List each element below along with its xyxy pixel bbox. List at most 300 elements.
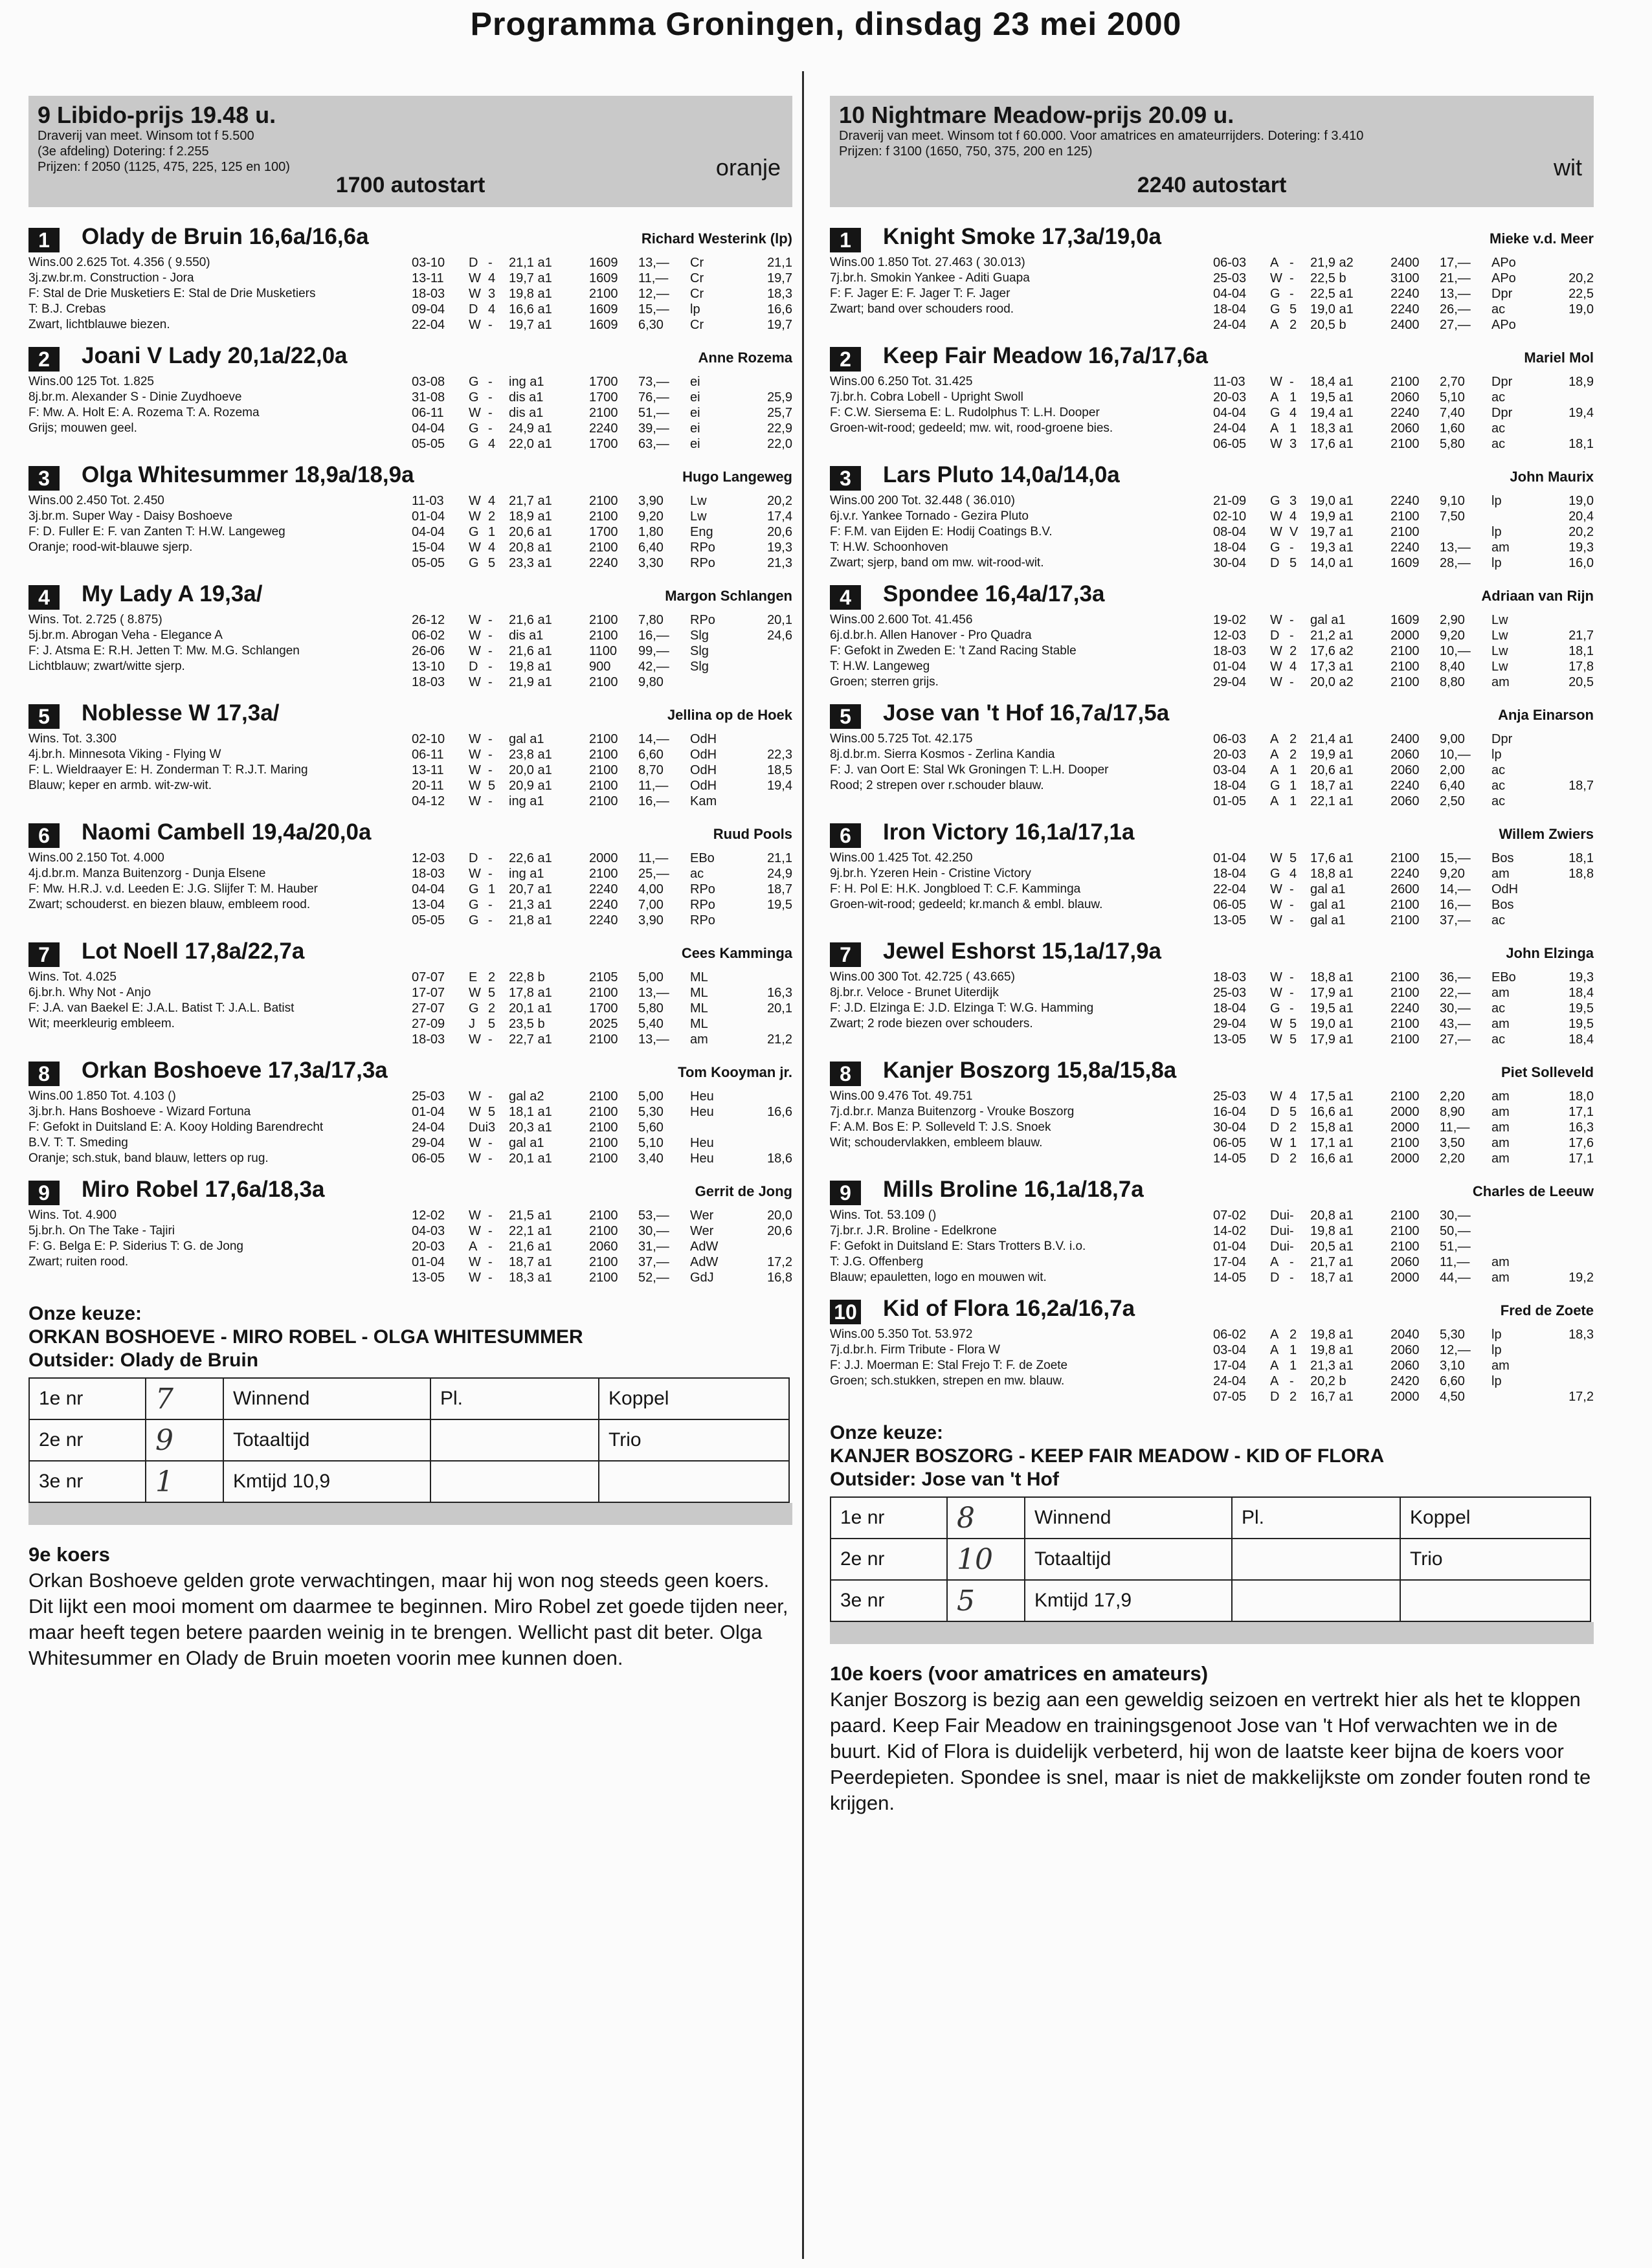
run-driver: am (1491, 1089, 1510, 1104)
driver-name: John Maurix (1510, 469, 1594, 485)
run-distance: 1609 (589, 271, 618, 285)
run-driver: am (690, 1032, 708, 1047)
horse-info-line: F: F. Jager E: F. Jager T: F. Jager (830, 287, 1010, 300)
run-time: 16,7 a1 (1310, 1390, 1354, 1404)
horse-info-line: Oranje; rood-wit-blauwe sjerp. (28, 540, 193, 554)
run-row (412, 1270, 792, 1285)
run-odds: 8,80 (1440, 675, 1465, 689)
bet-type: Kmtijd 17,9 (1025, 1580, 1232, 1621)
horse-info-line: Wins.00 1.850 Tot. 27.463 ( 30.013) (830, 256, 1025, 269)
run-row (412, 555, 792, 571)
run-track: W (469, 732, 481, 746)
horse-entry (830, 1296, 1594, 1415)
our-choice-picks: KANJER BOSZORG - KEEP FAIR MEADOW - KID OF FLORA (830, 1445, 1385, 1467)
run-distance: 2100 (589, 1255, 618, 1269)
horse-list (830, 224, 1594, 1415)
run-distance: 2100 (1390, 986, 1420, 1000)
run-place: - (488, 1089, 493, 1104)
run-date: 18-03 (412, 1032, 445, 1047)
grey-bar (830, 1622, 1594, 1644)
run-odds: 3,10 (1440, 1359, 1465, 1373)
run-row (412, 970, 792, 985)
run-time: 19,7 a1 (509, 318, 552, 332)
run-date: 06-03 (1213, 256, 1247, 270)
run-row (1213, 1223, 1594, 1239)
run-date: 01-04 (1213, 660, 1247, 674)
horse-title (830, 700, 1594, 731)
run-place: - (488, 1151, 493, 1166)
bet-position: 1e nr (29, 1378, 146, 1419)
bet-row (831, 1497, 1591, 1539)
recent-runs (412, 1089, 792, 1166)
run-track: W (469, 867, 481, 881)
run-time: 19,3 a1 (1310, 540, 1354, 555)
run-odds: 11,— (638, 271, 669, 285)
run-track: Dui (469, 1120, 489, 1135)
horse-info-line: T: B.J. Crebas (28, 302, 106, 316)
run-time: gal a1 (1310, 882, 1346, 896)
run-time: 16,6 a1 (509, 302, 552, 317)
run-row (1213, 1373, 1594, 1389)
bet-place (1232, 1539, 1400, 1580)
run-kmtime: 18,1 (1568, 851, 1594, 865)
run-odds: 30,— (638, 1224, 669, 1238)
run-place: - (1289, 1255, 1294, 1269)
horse-name: Mills Broline 16,1a/18,7a (883, 1177, 1144, 1202)
run-date: 06-05 (1213, 1136, 1247, 1150)
horse-number: 8 (28, 1062, 60, 1086)
run-track: A (1270, 763, 1279, 777)
run-date: 07-07 (412, 970, 445, 984)
run-place: 5 (488, 986, 496, 1000)
run-place: - (1289, 986, 1294, 1000)
run-place: 1 (1289, 1136, 1297, 1150)
run-distance: 2400 (1390, 256, 1420, 270)
run-kmtime: 20,2 (1568, 525, 1594, 539)
run-date: 01-04 (412, 1255, 445, 1269)
bet-position: 2e nr (29, 1419, 146, 1461)
run-driver: am (1491, 1120, 1510, 1135)
horse-entry (830, 1177, 1594, 1296)
run-date: 11-03 (412, 494, 444, 508)
run-distance: 2100 (589, 540, 618, 555)
run-date: 13-05 (1213, 913, 1247, 928)
horse-info (830, 255, 1218, 317)
run-date: 07-02 (1213, 1208, 1247, 1223)
run-place: - (1289, 970, 1294, 984)
run-place: 5 (1289, 851, 1297, 865)
run-track: D (469, 660, 478, 674)
run-kmtime: 22,0 (767, 437, 792, 451)
run-track: G (1270, 287, 1280, 301)
run-row (1213, 1120, 1594, 1135)
run-place: 1 (1289, 779, 1297, 793)
run-driver: Dpr (1491, 732, 1513, 746)
horse-info (28, 731, 417, 794)
horse-title (830, 819, 1594, 850)
driver-name: Charles de Leeuw (1472, 1183, 1594, 1199)
horse-info-line: 7j.br.h. Smokin Yankee - Aditi Guapa (830, 271, 1030, 285)
horse-number: 5 (28, 704, 60, 729)
run-time: 22,5 a1 (1310, 287, 1354, 301)
bet-type: Totaaltijd (223, 1419, 430, 1461)
run-kmtime: 20,1 (767, 1001, 792, 1016)
run-distance: 2600 (1390, 882, 1420, 896)
run-place: - (1289, 256, 1294, 270)
run-distance: 2100 (589, 1151, 618, 1166)
run-place: - (488, 390, 493, 405)
run-place: - (488, 1136, 493, 1150)
run-odds: 22,— (1440, 986, 1471, 1000)
run-row (412, 628, 792, 643)
run-time: 18,8 a1 (1310, 867, 1354, 881)
horse-info-line: T: H.W. Schoonhoven (830, 540, 948, 554)
run-time: 18,4 a1 (1310, 375, 1354, 389)
run-row (412, 436, 792, 452)
our-choice-label: Onze keuze: (28, 1303, 142, 1324)
horse-title (830, 1177, 1594, 1208)
run-place: - (488, 628, 493, 643)
run-row (412, 1254, 792, 1270)
page-title: Programma Groningen, dinsdag 23 mei 2000 (470, 6, 1182, 42)
bet-combo: Koppel (1400, 1497, 1591, 1539)
run-distance: 2240 (1390, 779, 1420, 793)
run-driver: ac (690, 867, 704, 881)
run-time: 17,6 a1 (1310, 851, 1354, 865)
run-driver: Cr (690, 287, 704, 301)
run-row (1213, 985, 1594, 1001)
run-track: G (1270, 867, 1280, 881)
our-choice (830, 1421, 1594, 1491)
run-odds: 5,30 (1440, 1328, 1465, 1342)
horse-entry (830, 700, 1594, 819)
run-track: W (1270, 1017, 1282, 1031)
run-row (412, 882, 792, 897)
run-row (412, 524, 792, 540)
run-driver: RPo (690, 882, 715, 896)
horse-info-line: 6j.v.r. Yankee Tornado - Gezira Pluto (830, 509, 1029, 523)
horse-title (830, 939, 1594, 970)
run-driver: lp (1491, 525, 1502, 539)
run-date: 12-03 (412, 851, 445, 865)
run-odds: 3,90 (638, 494, 664, 508)
run-odds: 12,— (1440, 1343, 1471, 1357)
horse-info-line: 4j.d.br.m. Manza Buitenzorg - Dunja Elsene (28, 867, 266, 880)
horse-entry (28, 343, 792, 462)
run-track: W (469, 1105, 481, 1119)
horse-info-line: 3j.br.h. Hans Boshoeve - Wizard Fortuna (28, 1105, 251, 1118)
horse-info-line: Wins.00 2.150 Tot. 4.000 (28, 851, 164, 865)
run-track: W (1270, 898, 1282, 912)
run-track: W (469, 779, 481, 793)
horse-name: Iron Victory 16,1a/17,1a (883, 819, 1135, 845)
run-place: - (488, 867, 493, 881)
run-date: 18-03 (1213, 644, 1247, 658)
run-time: 21,8 a1 (509, 913, 552, 928)
run-track: A (1270, 1255, 1279, 1269)
run-odds: 13,— (638, 1032, 669, 1047)
run-time: 20,7 a1 (509, 882, 552, 896)
run-distance: 2100 (589, 1224, 618, 1238)
run-driver: am (1491, 1271, 1510, 1285)
run-date: 11-03 (1213, 375, 1245, 389)
horse-number: 7 (28, 942, 60, 967)
run-driver: am (1491, 1105, 1510, 1119)
run-date: 04-03 (412, 1224, 445, 1238)
column-divider (802, 71, 804, 2259)
run-driver: ei (690, 406, 700, 420)
horse-info-line: F: J. Atsma E: R.H. Jetten T: Mw. M.G. Schlangen (28, 644, 300, 658)
run-time: 17,9 a1 (1310, 986, 1354, 1000)
horse-number: 3 (28, 466, 60, 491)
bet-combo: Koppel (599, 1378, 789, 1419)
run-odds: 8,70 (638, 763, 664, 777)
race-title: 10 Nightmare Meadow-prijs 20.09 u. (839, 102, 1234, 128)
run-row (412, 897, 792, 913)
handwritten-pick: 8 (947, 1497, 1025, 1539)
run-place: 3 (1289, 494, 1297, 508)
run-date: 06-05 (1213, 898, 1247, 912)
run-row (412, 1016, 792, 1032)
run-kmtime: 19,7 (767, 318, 792, 332)
run-row (1213, 1342, 1594, 1358)
run-kmtime: 21,7 (1568, 628, 1594, 643)
run-distance: 2100 (589, 763, 618, 777)
run-row (1213, 555, 1594, 571)
run-odds: 42,— (638, 660, 669, 674)
run-driver: Heu (690, 1105, 714, 1119)
bet-form (28, 1377, 790, 1503)
run-distance: 2100 (589, 494, 618, 508)
run-driver: Dpr (1491, 375, 1513, 389)
run-time: gal a2 (509, 1089, 544, 1104)
run-date: 20-03 (412, 1240, 445, 1254)
run-driver: OdH (690, 763, 717, 777)
run-driver: lp (1491, 748, 1502, 762)
run-distance: 2060 (1390, 421, 1420, 436)
run-row (412, 493, 792, 509)
run-driver: am (1491, 867, 1510, 881)
run-kmtime: 17,2 (1568, 1390, 1594, 1404)
commentary-title: 9e koers (28, 1543, 110, 1566)
run-time: 21,1 a1 (509, 256, 552, 270)
run-distance: 1609 (589, 256, 618, 270)
run-kmtime: 25,7 (767, 406, 792, 420)
run-odds: 37,— (1440, 913, 1471, 928)
horse-info-line: Zwart; band over schouders rood. (830, 302, 1014, 316)
run-row (1213, 374, 1594, 390)
run-kmtime: 18,6 (767, 1151, 792, 1166)
run-time: 19,0 a1 (1310, 1017, 1354, 1031)
recent-runs (1213, 850, 1594, 928)
run-time: gal a1 (1310, 913, 1346, 928)
run-time: 19,5 a1 (1310, 1001, 1354, 1016)
horse-info (28, 1208, 417, 1270)
horse-info-line: 4j.br.h. Minnesota Viking - Flying W (28, 748, 221, 761)
handwritten-pick: 5 (947, 1580, 1025, 1621)
run-track: W (1270, 1136, 1282, 1150)
run-odds: 37,— (638, 1255, 669, 1269)
run-place: - (1289, 1374, 1294, 1388)
horse-info-line: Wins. Tot. 53.109 () (830, 1208, 937, 1222)
run-track: W (1270, 509, 1282, 524)
run-track: D (1270, 1151, 1280, 1166)
run-place: 1 (1289, 1359, 1297, 1373)
run-distance: 2240 (1390, 867, 1420, 881)
run-row (1213, 1104, 1594, 1120)
handwritten-pick: 7 (146, 1378, 223, 1419)
run-place: 1 (1289, 421, 1297, 436)
run-time: dis a1 (509, 390, 544, 405)
run-place: 2 (1289, 1328, 1297, 1342)
horse-title (830, 462, 1594, 493)
run-time: dis a1 (509, 628, 544, 643)
run-odds: 3,90 (638, 913, 664, 928)
horse-name: Jewel Eshorst 15,1a/17,9a (883, 939, 1161, 964)
horse-info-line: 3j.zw.br.m. Construction - Jora (28, 271, 194, 285)
run-distance: 2240 (1390, 540, 1420, 555)
horse-number: 2 (830, 347, 861, 372)
run-row (1213, 436, 1594, 452)
run-time: gal a1 (509, 1136, 544, 1150)
run-distance: 2100 (589, 675, 618, 689)
bet-combo: Trio (1400, 1539, 1591, 1580)
run-time: 19,9 a1 (1310, 509, 1354, 524)
run-odds: 21,— (1440, 271, 1471, 285)
horse-title (28, 819, 792, 850)
horse-name: Orkan Boshoeve 17,3a/17,3a (82, 1058, 388, 1083)
run-driver: Bos (1491, 851, 1514, 865)
run-driver: Heu (690, 1151, 714, 1166)
run-row (1213, 1001, 1594, 1016)
run-place: - (1289, 913, 1294, 928)
horse-info-line: 5j.br.m. Abrogan Veha - Elegance A (28, 628, 223, 642)
driver-name: Richard Westerink (lp) (641, 230, 792, 247)
run-date: 12-03 (1213, 628, 1247, 643)
run-place: - (1289, 882, 1294, 896)
run-time: 19,8 a1 (1310, 1224, 1354, 1238)
horse-info-line: Wins.00 9.476 Tot. 49.751 (830, 1089, 973, 1103)
run-time: 20,9 a1 (509, 779, 552, 793)
run-row (1213, 1254, 1594, 1270)
recent-runs (1213, 493, 1594, 571)
run-track: W (1270, 437, 1282, 451)
run-distance: 2100 (1390, 851, 1420, 865)
run-driver: Cr (690, 318, 704, 332)
driver-name: Margon Schlangen (665, 588, 792, 604)
driver-name: Gerrit de Jong (695, 1183, 792, 1199)
run-place: 4 (1289, 509, 1297, 524)
run-time: 20,6 a1 (509, 525, 552, 539)
race-color: oranje (715, 154, 781, 181)
run-date: 12-02 (412, 1208, 445, 1223)
bet-position: 3e nr (831, 1580, 947, 1621)
horse-info-line: F: H. Pol E: H.K. Jongbloed T: C.F. Kamminga (830, 882, 1081, 896)
run-date: 17-04 (1213, 1359, 1247, 1373)
horse-name: Lot Noell 17,8a/22,7a (82, 939, 305, 964)
run-date: 04-04 (1213, 287, 1247, 301)
run-kmtime: 19,4 (1568, 406, 1594, 420)
run-place: 2 (1289, 1390, 1297, 1404)
run-row (1213, 643, 1594, 659)
horse-info-line: F: Mw. A. Holt E: A. Rozema T: A. Rozema (28, 406, 260, 419)
run-place: 2 (1289, 318, 1297, 332)
run-date: 24-04 (1213, 421, 1247, 436)
run-place: - (488, 675, 493, 689)
run-time: dis a1 (509, 406, 544, 420)
race-10-column (830, 96, 1594, 1816)
run-date: 25-03 (1213, 1089, 1247, 1104)
horse-number: 6 (28, 823, 60, 848)
run-distance: 2105 (589, 970, 618, 984)
run-date: 17-04 (1213, 1255, 1247, 1269)
run-odds: 11,— (638, 779, 669, 793)
run-row (412, 643, 792, 659)
horse-info (28, 374, 417, 436)
race-header (28, 96, 792, 207)
run-odds: 76,— (638, 390, 669, 405)
run-place: 5 (488, 1017, 496, 1031)
run-row (1213, 731, 1594, 747)
horse-info-line: Groen-wit-rood; gedeeld; mw. wit, rood-groene bies. (830, 421, 1113, 435)
run-date: 29-04 (1213, 1017, 1247, 1031)
run-track: A (1270, 318, 1279, 332)
run-distance: 2100 (1390, 660, 1420, 674)
run-driver: Heu (690, 1136, 714, 1150)
horse-name: Noblesse W 17,3a/ (82, 700, 280, 726)
run-kmtime: 20,4 (1568, 509, 1594, 524)
run-distance: 1700 (589, 437, 618, 451)
run-row (1213, 897, 1594, 913)
run-driver: ei (690, 421, 700, 436)
run-distance: 2100 (1390, 1032, 1420, 1047)
run-kmtime: 17,2 (767, 1255, 792, 1269)
run-distance: 2100 (589, 779, 618, 793)
run-place: 1 (1289, 794, 1297, 808)
run-odds: 17,— (1440, 256, 1471, 270)
run-time: 19,8 a1 (509, 660, 552, 674)
run-distance: 2100 (589, 732, 618, 746)
run-kmtime: 17,6 (1568, 1136, 1594, 1150)
horse-info-line: F: G. Belga E: P. Siderius T: G. de Jong (28, 1240, 243, 1253)
run-distance: 2100 (1390, 437, 1420, 451)
run-place: 5 (1289, 1105, 1297, 1119)
run-odds: 2,20 (1440, 1089, 1465, 1104)
run-odds: 9,10 (1440, 494, 1465, 508)
run-track: G (469, 913, 479, 928)
run-odds: 11,— (1440, 1255, 1470, 1269)
run-track: W (469, 986, 481, 1000)
run-distance: 2000 (1390, 1120, 1420, 1135)
run-date: 26-12 (412, 613, 445, 627)
race-conditions: (3e afdeling) Dotering: f 2.255 (38, 144, 209, 159)
run-place: - (1289, 628, 1294, 643)
run-time: 19,8 a1 (1310, 1343, 1354, 1357)
run-place: 2 (1289, 748, 1297, 762)
run-track: W (469, 675, 481, 689)
run-odds: 27,— (1440, 318, 1471, 332)
driver-name: Adriaan van Rijn (1481, 588, 1594, 604)
run-track: W (1270, 525, 1282, 539)
race-9-column (28, 96, 792, 1671)
run-odds: 13,— (638, 256, 669, 270)
run-time: 17,3 a1 (1310, 660, 1354, 674)
run-date: 24-04 (1213, 318, 1247, 332)
run-place: - (488, 898, 493, 912)
run-driver: Lw (1491, 613, 1508, 627)
horse-title (28, 939, 792, 970)
run-track: A (1270, 794, 1279, 808)
